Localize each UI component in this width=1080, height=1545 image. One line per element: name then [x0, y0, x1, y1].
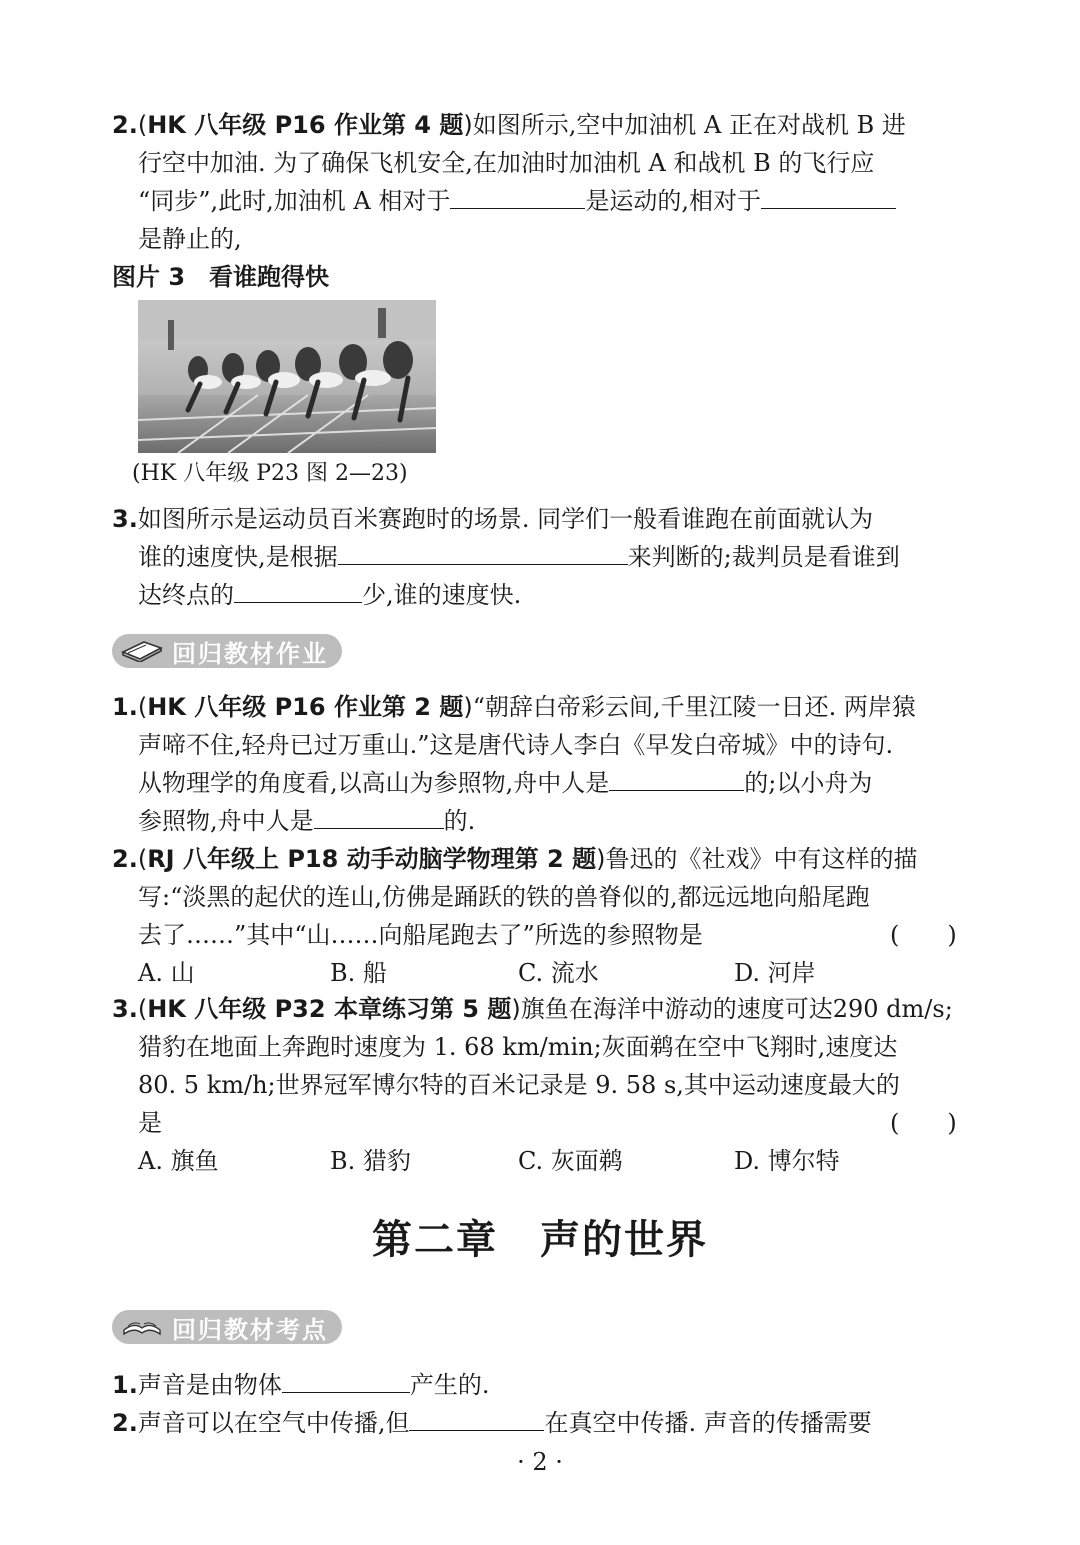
hw1-line4: 参照物,舟中人是 的. — [138, 802, 475, 840]
source-ref: (HK 八年级 P16 作业第 4 题) — [137, 111, 473, 139]
answer-paren[interactable]: ( ) — [890, 921, 957, 949]
open-book-icon — [120, 1312, 164, 1342]
option-a[interactable]: A. 山 — [138, 959, 195, 987]
hw2-line3: 去了……”其中“山……向船尾跑去了”所选的参照物是 — [138, 921, 703, 949]
answer-blank[interactable] — [609, 766, 744, 791]
hw3-line3: 80. 5 km/h;世界冠军博尔特的百米记录是 9. 58 s,其中运动速度最大的 — [138, 1071, 900, 1099]
hw3-line2: 猎豹在地面上奔跑时速度为 1. 68 km/min;灰面鹈在空中飞翔时,速度达 — [138, 1033, 898, 1061]
q2-line1: 2.(HK 八年级 P16 作业第 4 题)如图所示,空中加油机 A 正在对战机 B 进 — [112, 111, 906, 139]
hw1-line1: 1.(HK 八年级 P16 作业第 2 题)“朝辞白帝彩云间,千里江陵一日还. 两岸猿 — [112, 693, 916, 721]
figure-title: 图片 3 看谁跑得快 — [112, 263, 330, 291]
sprinters-photo — [138, 300, 436, 453]
q3-line2: 谁的速度快,是根据 来判断的;裁判员是看谁到 — [138, 538, 900, 576]
answer-paren[interactable]: ( ) — [890, 1109, 957, 1137]
answer-blank[interactable] — [761, 184, 896, 209]
hw2-line1: 2.(RJ 八年级上 P18 动手动脑学物理第 2 题)鲁迅的《社戏》中有这样的描 — [112, 845, 918, 873]
section-banner-keypoints: 回归教材考点 — [112, 1310, 342, 1344]
section-banner-homework: 回归教材作业 — [112, 634, 342, 668]
page-number: · 2 · — [517, 1448, 563, 1476]
hw3-line4: 是 — [138, 1109, 162, 1137]
option-b[interactable]: B. 猎豹 — [330, 1147, 411, 1175]
book-icon — [120, 636, 164, 666]
option-d[interactable]: D. 博尔特 — [734, 1147, 840, 1175]
option-c[interactable]: C. 流水 — [518, 959, 599, 987]
answer-blank[interactable] — [409, 1406, 544, 1431]
q2-line2: 行空中加油. 为了确保飞机安全,在加油时加油机 A 和战机 B 的飞行应 — [138, 149, 875, 177]
hw2-line2: 写:“淡黑的起伏的连山,仿佛是踊跃的铁的兽脊似的,都远远地向船尾跑 — [138, 883, 870, 911]
kp2-line: 2.声音可以在空气中传播,但 在真空中传播. 声音的传播需要 — [112, 1404, 872, 1442]
answer-blank[interactable] — [234, 578, 362, 603]
answer-blank[interactable] — [338, 540, 628, 565]
q3-line1: 3.如图所示是运动员百米赛跑时的场景. 同学们一般看谁跑在前面就认为 — [112, 505, 874, 533]
q2-line4: 是静止的, — [138, 225, 242, 253]
hw1-line2: 声啼不住,轻舟已过万重山.”这是唐代诗人李白《早发白帝城》中的诗句. — [138, 731, 894, 759]
option-d[interactable]: D. 河岸 — [734, 959, 816, 987]
answer-blank[interactable] — [282, 1368, 410, 1393]
answer-blank[interactable] — [314, 804, 444, 829]
q2-line3: “同步”,此时,加油机 A 相对于 是运动的,相对于 — [138, 182, 896, 220]
q3-line3: 达终点的 少,谁的速度快. — [138, 576, 521, 614]
question-number: 2. — [112, 111, 138, 139]
answer-blank[interactable] — [450, 184, 585, 209]
option-c[interactable]: C. 灰面鹈 — [518, 1147, 623, 1175]
question-number: 3. — [112, 505, 138, 533]
chapter-title: 第二章 声的世界 — [372, 1216, 708, 1263]
figure-caption: (HK 八年级 P23 图 2—23) — [132, 461, 408, 486]
kp1-line: 1.声音是由物体 产生的. — [112, 1366, 489, 1404]
option-a[interactable]: A. 旗鱼 — [138, 1147, 219, 1175]
hw3-line1: 3.(HK 八年级 P32 本章练习第 5 题)旗鱼在海洋中游动的速度可达290 dm/s; — [112, 995, 953, 1023]
option-b[interactable]: B. 船 — [330, 959, 387, 987]
hw1-line3: 从物理学的角度看,以高山为参照物,舟中人是 的;以小舟为 — [138, 764, 872, 802]
